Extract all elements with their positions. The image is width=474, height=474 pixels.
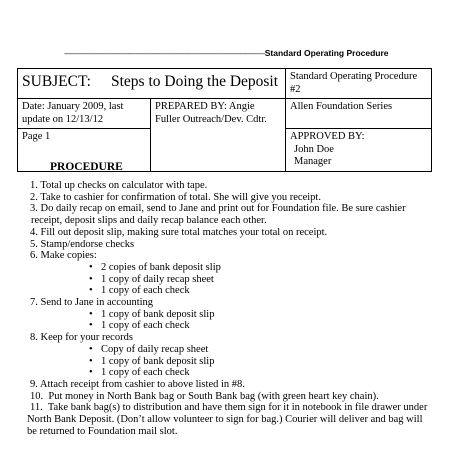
bullet-icon: •: [89, 320, 93, 332]
date-cell: [18, 99, 151, 129]
bullet-item: • 1 copy of bank deposit slip: [89, 308, 215, 320]
bullet-icon: •: [89, 261, 93, 273]
approved-label: APPROVED BY:: [290, 131, 365, 142]
subject-value: Steps to Doing the Deposit: [111, 73, 279, 90]
step-item: 1. Total up checks on calculator with tape.: [30, 180, 208, 191]
procedure-title: PROCEDURE: [50, 161, 123, 173]
step-item: 5. Stamp/endorse checks: [30, 238, 135, 250]
bullet-icon: •: [89, 355, 93, 367]
header-dashes: ------------------------------------------------------------------------------------------: [64, 48, 265, 58]
sop-number-cell: [286, 69, 432, 99]
page-number: Page 1: [22, 131, 51, 142]
bullet-icon: •: [89, 367, 93, 379]
step-continuation: North Bank Deposit. (Don’t allow volunteer to sign for bag.) Courier will deliver and bag will: [27, 414, 423, 426]
date-text: Date: January 2009, last update on 12/13/12: [22, 101, 124, 125]
series-cell: [286, 99, 432, 129]
approved-title: Manager: [294, 156, 332, 167]
step-item: 11. Take bank bag(s) to distribution and have them sign for it in notebook in file drawer under: [30, 402, 428, 414]
prepared-by-text: PREPARED BY: Angie Fuller Outreach/Dev. Cdtr.: [155, 101, 267, 125]
document-header: [64, 48, 404, 58]
approved-cell: [286, 129, 432, 172]
step-item: 7. Send to Jane in accounting: [30, 297, 154, 309]
step-item: 9. Attach receipt from cashier to above listed in #8.: [30, 378, 245, 390]
series-text: Allen Foundation Series: [290, 101, 393, 112]
step-item: 10. Put money in North Bank bag or South Bank bag (with green heart key chain).: [30, 390, 379, 402]
bullet-icon: •: [89, 343, 93, 355]
header-title: Standard Operating Procedure: [264, 48, 389, 58]
step-item: 4. Fill out deposit slip, making sure total matches your total on receipt.: [30, 226, 328, 238]
step-item: 6. Make copies:: [30, 250, 97, 262]
bullet-item: • 1 copy of each check: [89, 320, 190, 332]
bullet-icon: •: [89, 273, 93, 285]
bullet-icon: •: [89, 308, 93, 320]
step-item: 2. Take to cashier for confirmation of total. She will give you receipt.: [30, 191, 321, 203]
bullet-item: • 1 copy of bank deposit slip: [89, 355, 215, 367]
sop-info-table: [17, 68, 432, 172]
bullet-item: • 1 copy of each check: [89, 285, 190, 297]
bullet-item: • 1 copy of each check: [89, 367, 190, 379]
subject-cell: [18, 69, 286, 99]
sop-number: Standard Operating Procedure #2: [290, 71, 418, 95]
step-continuation: be returned to Foundation mail slot.: [27, 425, 178, 437]
subject-label: SUBJECT:: [22, 73, 91, 90]
bullet-item: • Copy of daily recap sheet: [89, 343, 209, 355]
approved-name: John Doe: [294, 143, 334, 155]
step-continuation: receipt, deposit slips and daily recap balance each other.: [31, 215, 267, 227]
prepared-by-cell: [151, 99, 286, 172]
bullet-icon: •: [89, 285, 93, 297]
step-item: 8. Keep for your records: [30, 332, 133, 344]
step-item: 3. Do daily recap on email, send to Jane and print out for Foundation file. Be sure cashier: [30, 203, 406, 215]
bullet-item: • 2 copies of bank deposit slip: [89, 261, 221, 273]
bullet-item: • 1 copy of daily recap sheet: [89, 273, 214, 285]
procedure-steps: [27, 180, 447, 437]
